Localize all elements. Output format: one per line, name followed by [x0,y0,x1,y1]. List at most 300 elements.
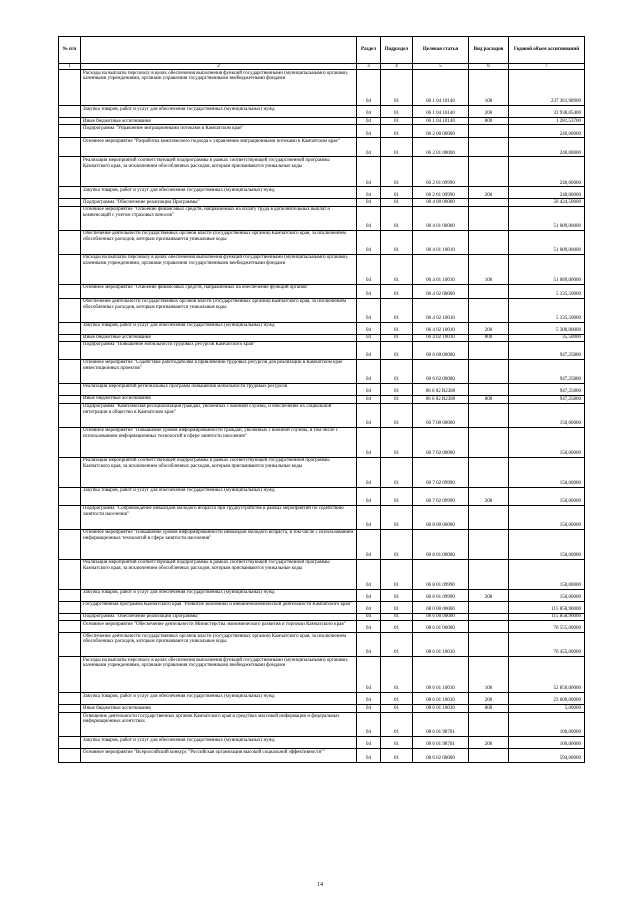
row-podrazdel-cell: 01 [381,359,413,383]
row-target-article-cell: 06 7 02 09990 [413,487,469,505]
colnum-3: 3 [357,64,381,70]
row-expense-type-cell: 200 [469,322,509,334]
row-amount-cell: 237 361,98900 [509,70,585,106]
row-target-article-cell: 06 4 00 00000 [413,199,469,206]
row-podrazdel-cell: 01 [381,403,413,427]
row-name-cell: Обеспечение деятельности государственных органов власти (государственных органов) Камчатского края, за исключением обособленных расходов, которым присваиваются уникальные коды [81,633,357,657]
row-razdel-cell: 04 [357,403,381,427]
row-amount-cell: 35,50000 [509,334,585,341]
row-amount-cell: 5 335,50000 [509,298,585,322]
row-razdel-cell: 04 [357,383,381,395]
row-number-cell [59,230,81,254]
row-expense-type-cell [469,284,509,298]
row-razdel-cell: 04 [357,138,381,157]
row-target-article-cell: 08 6 01 10010 [413,633,469,657]
row-amount-cell: 76 555,00000 [509,621,585,633]
row-razdel-cell: 04 [357,427,381,457]
row-name-cell: Реализация мероприятий региональных программ повышения мобильности трудовых ресурсов [81,383,357,395]
row-razdel-cell: 04 [357,254,381,284]
row-target-article-cell: 06 7 00 00000 [413,403,469,427]
row-amount-cell: 100,00000 [509,737,585,749]
table-row [59,199,585,206]
row-amount-cell: 947,25800 [509,395,585,403]
row-razdel-cell: 04 [357,713,381,737]
row-expense-type-cell [469,427,509,457]
row-number-cell [59,705,81,713]
row-podrazdel-cell: 01 [381,749,413,763]
row-name-cell: Закупка товаров, работ и услуг для обеспечения государственных (муниципальных) нужд [81,187,357,199]
row-expense-type-cell [469,713,509,737]
row-target-article-cell: 08 6 01 10010 [413,657,469,693]
row-podrazdel-cell: 01 [381,713,413,737]
row-number-cell [59,199,81,206]
row-podrazdel-cell: 01 [381,187,413,199]
row-podrazdel-cell: 01 [381,199,413,206]
row-expense-type-cell: 200 [469,487,509,505]
row-target-article-cell: 08 6 01 98701 [413,713,469,737]
row-expense-type-cell: 800 [469,705,509,713]
table-row [59,230,585,254]
row-name-cell: Обеспечение деятельности государственных органов власти (государственных органов) Камчатского края, за исключением обособленных расходов, которым присваиваются уникальные коды [81,298,357,322]
row-name-cell: Основное мероприятие "Освоение финансовых средств, направленных на обеспечение функций органов" [81,284,357,298]
row-amount-cell: 56 424,50000 [509,199,585,206]
row-razdel-cell: 04 [357,693,381,705]
header-name [81,37,357,64]
row-number-cell [59,138,81,157]
row-name-cell: Реализация мероприятий соответствующей подпрограммы в рамках соответствующей государственной программы Камчатского края, за исключением обособленных расходов, которым присваиваются уникальные коды [81,157,357,187]
row-expense-type-cell: 800 [469,334,509,341]
table-row [59,621,585,633]
row-razdel-cell: 04 [357,341,381,359]
row-expense-type-cell [469,138,509,157]
row-amount-cell: 240,00000 [509,187,585,199]
row-name-cell: Закупка товаров, работ и услуг для обеспечения государственных (муниципальных) нужд [81,106,357,118]
row-amount-cell: 51 089,00000 [509,254,585,284]
row-number-cell [59,487,81,505]
row-expense-type-cell [469,559,509,589]
row-number-cell [59,206,81,230]
row-number-cell [59,713,81,737]
row-name-cell: Подпрограмма "Сопровождение инвалидов молодого возраста при трудоустройстве в рамках мероприятий по содействию занятости населения" [81,505,357,529]
table-row [59,529,585,559]
row-expense-type-cell [469,230,509,254]
row-name-cell: Подпрограмма "Обеспечение реализации Программы" [81,199,357,206]
table-row [59,70,585,106]
row-podrazdel-cell: 01 [381,737,413,749]
row-target-article-cell: 06 7 02 00000 [413,427,469,457]
row-razdel-cell: 04 [357,199,381,206]
row-amount-cell: 51 089,00000 [509,206,585,230]
row-razdel-cell: 04 [357,705,381,713]
row-target-article-cell: 08 6 01 98701 [413,737,469,749]
row-target-article-cell: 06 8 01 00000 [413,529,469,559]
row-name-cell: Государственная программа Камчатского края "Развитие экономики и внешнеэкономической деятельности Камчатского края" [81,601,357,613]
row-expense-type-cell [469,125,509,138]
row-target-article-cell: 06 6 02 R2380 [413,395,469,403]
row-razdel-cell: 04 [357,118,381,125]
row-amount-cell: 33 938,05400 [509,106,585,118]
table-row [59,106,585,118]
table-header-row [59,37,585,64]
row-target-article-cell: 08 6 01 10010 [413,693,469,705]
colnum-2: 2 [81,64,357,70]
row-razdel-cell: 04 [357,505,381,529]
row-podrazdel-cell: 01 [381,427,413,457]
row-amount-cell: 115 858,90000 [509,601,585,613]
row-number-cell [59,601,81,613]
row-razdel-cell: 04 [357,601,381,613]
row-name-cell: Иные бюджетные ассигнования [81,705,357,713]
row-target-article-cell: 06 2 01 09990 [413,187,469,199]
row-amount-cell: 23 600,00000 [509,693,585,705]
row-podrazdel-cell: 01 [381,589,413,601]
row-razdel-cell: 04 [357,206,381,230]
row-expense-type-cell [469,383,509,395]
row-name-cell: Основное мероприятие "Содействие работодателям в привлечении трудовых ресурсов для реализации в Камчатском крае инвестиционных проектов" [81,359,357,383]
row-podrazdel-cell: 01 [381,206,413,230]
table-row [59,403,585,427]
row-amount-cell: 240,00000 [509,157,585,187]
row-amount-cell: 150,00000 [509,505,585,529]
row-razdel-cell: 04 [357,187,381,199]
page-number: 14 [317,882,323,888]
row-razdel-cell: 04 [357,487,381,505]
row-amount-cell: 100,00000 [509,713,585,737]
row-target-article-cell: 06 6 00 00000 [413,341,469,359]
row-podrazdel-cell: 01 [381,298,413,322]
row-amount-cell: 594,00000 [509,749,585,763]
row-razdel-cell: 04 [357,633,381,657]
budget-table [58,36,585,763]
table-row [59,427,585,457]
row-podrazdel-cell: 01 [381,70,413,106]
row-razdel-cell: 04 [357,125,381,138]
row-podrazdel-cell: 01 [381,284,413,298]
row-name-cell: Основное мероприятие "Повышение уровня информированности инвалидов молодого возраста, в том числе с использованием информационных технологий в сфере занятости населения" [81,529,357,559]
row-name-cell: Основное мероприятие "Повышение уровня информированности граждан, уволенных с военной службы, в том числе с использованием информационных технологий в сфере занятости населения" [81,427,357,457]
row-target-article-cell: 08 6 01 10010 [413,705,469,713]
row-target-article-cell: 06 1 04 10140 [413,118,469,125]
row-target-article-cell: 08 6 01 00000 [413,621,469,633]
row-razdel-cell: 04 [357,298,381,322]
row-amount-cell: 150,00000 [509,427,585,457]
row-number-cell [59,529,81,559]
row-name-cell: Подпрограмма "Комплексная ресоциализация граждан, уволенных с военной службы, и обеспечение их социальной интеграции в общество в Камчатском крае" [81,403,357,427]
row-name-cell: Закупка товаров, работ и услуг для обеспечения государственных (муниципальных) нужд [81,737,357,749]
row-razdel-cell: 04 [357,737,381,749]
row-name-cell: Подпрограмма "Обеспечение реализации Программы" [81,613,357,620]
row-target-article-cell: 06 8 01 09990 [413,589,469,601]
row-razdel-cell: 04 [357,334,381,341]
row-number-cell [59,657,81,693]
row-name-cell: Реализация мероприятий соответствующей подпрограммы в рамках соответствующей государственной программы Камчатского края, за исключением обособленных расходов, которым присваиваются уникальные коды [81,457,357,487]
row-target-article-cell: 06 1 04 10140 [413,106,469,118]
header-num: № п/п [59,37,81,64]
table-row [59,505,585,529]
row-expense-type-cell [469,359,509,383]
row-amount-cell: 115 858,90000 [509,613,585,620]
row-number-cell [59,559,81,589]
colnum-4: 4 [381,64,413,70]
table-row [59,589,585,601]
row-target-article-cell: 08 6 00 00000 [413,613,469,620]
row-name-cell: Закупка товаров, работ и услуг для обеспечения государственных (муниципальных) нужд [81,322,357,334]
table-row [59,705,585,713]
row-target-article-cell: 06 7 02 09990 [413,457,469,487]
row-expense-type-cell [469,199,509,206]
row-expense-type-cell [469,621,509,633]
row-razdel-cell: 04 [357,529,381,559]
row-amount-cell: 947,25800 [509,383,585,395]
table-row [59,206,585,230]
row-podrazdel-cell: 01 [381,125,413,138]
row-expense-type-cell: 200 [469,187,509,199]
row-expense-type-cell: 200 [469,106,509,118]
row-expense-type-cell: 800 [469,118,509,125]
table-row [59,487,585,505]
row-amount-cell: 240,00000 [509,138,585,157]
row-name-cell: Освещение деятельности государственных органов Камчатского края в средствах массовой информации и федеральных информационных агентствах [81,713,357,737]
table-row [59,657,585,693]
row-expense-type-cell: 100 [469,657,509,693]
row-expense-type-cell [469,206,509,230]
row-podrazdel-cell: 01 [381,621,413,633]
row-target-article-cell: 06 8 00 00000 [413,505,469,529]
row-name-cell: Подпрограмма "Управление миграционными потоками в Камчатском крае" [81,125,357,138]
row-podrazdel-cell: 01 [381,505,413,529]
row-amount-cell: 150,00000 [509,589,585,601]
row-target-article-cell: 08 6 02 00000 [413,749,469,763]
row-razdel-cell: 04 [357,284,381,298]
row-amount-cell: 947,25800 [509,359,585,383]
row-amount-cell: 150,00000 [509,559,585,589]
table-row [59,254,585,284]
row-name-cell: Закупка товаров, работ и услуг для обеспечения государственных (муниципальных) нужд [81,589,357,601]
row-number-cell [59,334,81,341]
row-name-cell: Подпрограмма "Повышение мобильности трудовых ресурсов Камчатского края" [81,341,357,359]
row-target-article-cell: 06 4 02 00000 [413,284,469,298]
row-name-cell: Расходы на выплаты персоналу в целях обеспечения выполнения функций государственными (муниципальными) органами, казенными учреждениями, органами управления государственными внебюджетными фондами [81,70,357,106]
row-number-cell [59,118,81,125]
row-number-cell [59,505,81,529]
row-number-cell [59,359,81,383]
row-target-article-cell: 06 2 01 00000 [413,138,469,157]
table-row [59,157,585,187]
row-razdel-cell: 04 [357,457,381,487]
row-target-article-cell: 06 6 02 R2380 [413,383,469,395]
table-row [59,187,585,199]
row-name-cell: Основное мероприятие "Всероссийский конкурс "Российская организация высокой социальной эффективности"" [81,749,357,763]
row-name-cell: Основное мероприятие "Обеспечение деятельности Министерства экономического развития и торговли Камчатского края" [81,621,357,633]
table-row [59,693,585,705]
header-annual-amount: Годовой объем ассигнований [509,37,585,64]
row-amount-cell: 1 281,53700 [509,118,585,125]
row-number-cell [59,157,81,187]
row-amount-cell: 150,00000 [509,403,585,427]
table-row [59,633,585,657]
row-razdel-cell: 04 [357,230,381,254]
row-podrazdel-cell: 01 [381,383,413,395]
row-name-cell: Расходы на выплаты персоналу в целях обеспечения выполнения функций государственными (муниципальными) органами, казенными учреждениями, органами управления государственными внебюджетными фондами [81,254,357,284]
row-expense-type-cell [469,633,509,657]
row-amount-cell: 5 335,50000 [509,284,585,298]
row-number-cell [59,322,81,334]
row-expense-type-cell [469,601,509,613]
row-name-cell: Основное мероприятие "Разработка комплексного подхода к управлению миграционными потоками в Камчатском крае" [81,138,357,157]
row-podrazdel-cell: 01 [381,693,413,705]
row-podrazdel-cell: 01 [381,705,413,713]
row-razdel-cell: 04 [357,621,381,633]
table-row [59,395,585,403]
table-row [59,383,585,395]
table-row [59,322,585,334]
row-razdel-cell: 04 [357,657,381,693]
header-target-article: Целевая статья [413,37,469,64]
row-expense-type-cell [469,529,509,559]
row-number-cell [59,403,81,427]
row-number-cell [59,633,81,657]
row-expense-type-cell [469,505,509,529]
row-expense-type-cell [469,341,509,359]
table-row [59,138,585,157]
row-name-cell: Основное мероприятие "Освоение финансовых средств, направленных на оплату труда в дополнительных выплат и компенсаций с учетом страховых взносов" [81,206,357,230]
row-podrazdel-cell: 01 [381,230,413,254]
row-number-cell [59,621,81,633]
row-name-cell: Иные бюджетные ассигнования [81,395,357,403]
header-razdel: Раздел [357,37,381,64]
row-target-article-cell: 06 4 02 10010 [413,298,469,322]
row-name-cell: Расходы на выплаты персоналу в целях обеспечения выполнения функций государственными (муниципальными) органами, казенными учреждениями, органами управления государственными внебюджетными фондами [81,657,357,693]
row-amount-cell: 150,00000 [509,457,585,487]
table-row [59,334,585,341]
row-amount-cell: 150,00000 [509,487,585,505]
row-number-cell [59,457,81,487]
row-expense-type-cell: 800 [469,395,509,403]
table-row [59,125,585,138]
row-podrazdel-cell: 01 [381,529,413,559]
table-row [59,559,585,589]
row-expense-type-cell: 100 [469,70,509,106]
row-amount-cell: 947,25800 [509,341,585,359]
row-name-cell: Закупка товаров, работ и услуг для обеспечения государственных (муниципальных) нужд [81,693,357,705]
row-podrazdel-cell: 01 [381,633,413,657]
row-podrazdel-cell: 01 [381,138,413,157]
row-number-cell [59,693,81,705]
row-podrazdel-cell: 01 [381,657,413,693]
row-razdel-cell: 04 [357,613,381,620]
row-number-cell [59,187,81,199]
row-podrazdel-cell: 01 [381,322,413,334]
row-podrazdel-cell: 01 [381,613,413,620]
colnum-5: 5 [413,64,469,70]
row-target-article-cell: 06 4 01 10010 [413,254,469,284]
row-expense-type-cell [469,457,509,487]
row-amount-cell: 240,00000 [509,125,585,138]
row-target-article-cell: 06 2 01 09990 [413,157,469,187]
table-row [59,118,585,125]
row-razdel-cell: 04 [357,157,381,187]
row-target-article-cell: 06 6 02 00000 [413,359,469,383]
colnum-1: 1 [59,64,81,70]
row-expense-type-cell [469,613,509,620]
row-number-cell [59,341,81,359]
row-name-cell: Обеспечение деятельности государственных органов власти (государственных органов) Камчатского края, за исключением обособленных расходов, которым присваиваются уникальные коды [81,230,357,254]
row-expense-type-cell [469,157,509,187]
row-number-cell [59,737,81,749]
table-row [59,613,585,620]
table-row [59,713,585,737]
row-podrazdel-cell: 01 [381,157,413,187]
row-number-cell [59,284,81,298]
header-podrazdel: Подраздел [381,37,413,64]
row-name-cell: Реализация мероприятий соответствующей подпрограммы в рамках соответствующей государственной программы Камчатского края, за исключением обособленных расходов, которым присваиваются уникальные коды [81,559,357,589]
row-amount-cell: 76 455,00000 [509,633,585,657]
row-number-cell [59,125,81,138]
row-target-article-cell: 06 4 01 00000 [413,206,469,230]
row-target-article-cell: 06 4 02 10010 [413,322,469,334]
row-razdel-cell: 04 [357,106,381,118]
row-podrazdel-cell: 01 [381,487,413,505]
row-podrazdel-cell: 01 [381,457,413,487]
row-number-cell [59,427,81,457]
table-row [59,359,585,383]
row-number-cell [59,589,81,601]
row-razdel-cell: 04 [357,70,381,106]
row-number-cell [59,749,81,763]
row-podrazdel-cell: 01 [381,341,413,359]
row-name-cell: Иные бюджетные ассигнования [81,334,357,341]
colnum-7: 7 [509,64,585,70]
row-target-article-cell: 06 4 02 10010 [413,334,469,341]
row-amount-cell: 5,00000 [509,705,585,713]
table-row [59,284,585,298]
table-row [59,457,585,487]
row-expense-type-cell: 200 [469,737,509,749]
row-target-article-cell: 08 0 00 00000 [413,601,469,613]
row-amount-cell: 5 300,00000 [509,322,585,334]
row-podrazdel-cell: 01 [381,601,413,613]
row-target-article-cell: 06 8 01 09990 [413,559,469,589]
row-name-cell: Закупка товаров, работ и услуг для обеспечения государственных (муниципальных) нужд [81,487,357,505]
row-expense-type-cell [469,298,509,322]
table-row [59,749,585,763]
row-expense-type-cell: 200 [469,693,509,705]
row-target-article-cell: 06 1 04 10140 [413,70,469,106]
row-razdel-cell: 04 [357,395,381,403]
colnum-6: 6 [469,64,509,70]
row-amount-cell: 51 089,00000 [509,230,585,254]
row-expense-type-cell: 200 [469,589,509,601]
table-row [59,298,585,322]
header-expense-type: Вид расходов [469,37,509,64]
document-page [58,36,584,763]
row-name-cell: Иные бюджетные ассигнования [81,118,357,125]
row-podrazdel-cell: 01 [381,106,413,118]
row-target-article-cell: 06 2 00 00000 [413,125,469,138]
table-row [59,737,585,749]
row-amount-cell: 150,00000 [509,529,585,559]
row-podrazdel-cell: 01 [381,334,413,341]
row-number-cell [59,298,81,322]
row-amount-cell: 52 850,00000 [509,657,585,693]
row-razdel-cell: 04 [357,749,381,763]
row-podrazdel-cell: 01 [381,254,413,284]
row-podrazdel-cell: 01 [381,118,413,125]
row-number-cell [59,106,81,118]
row-expense-type-cell [469,749,509,763]
row-number-cell [59,254,81,284]
row-expense-type-cell [469,403,509,427]
